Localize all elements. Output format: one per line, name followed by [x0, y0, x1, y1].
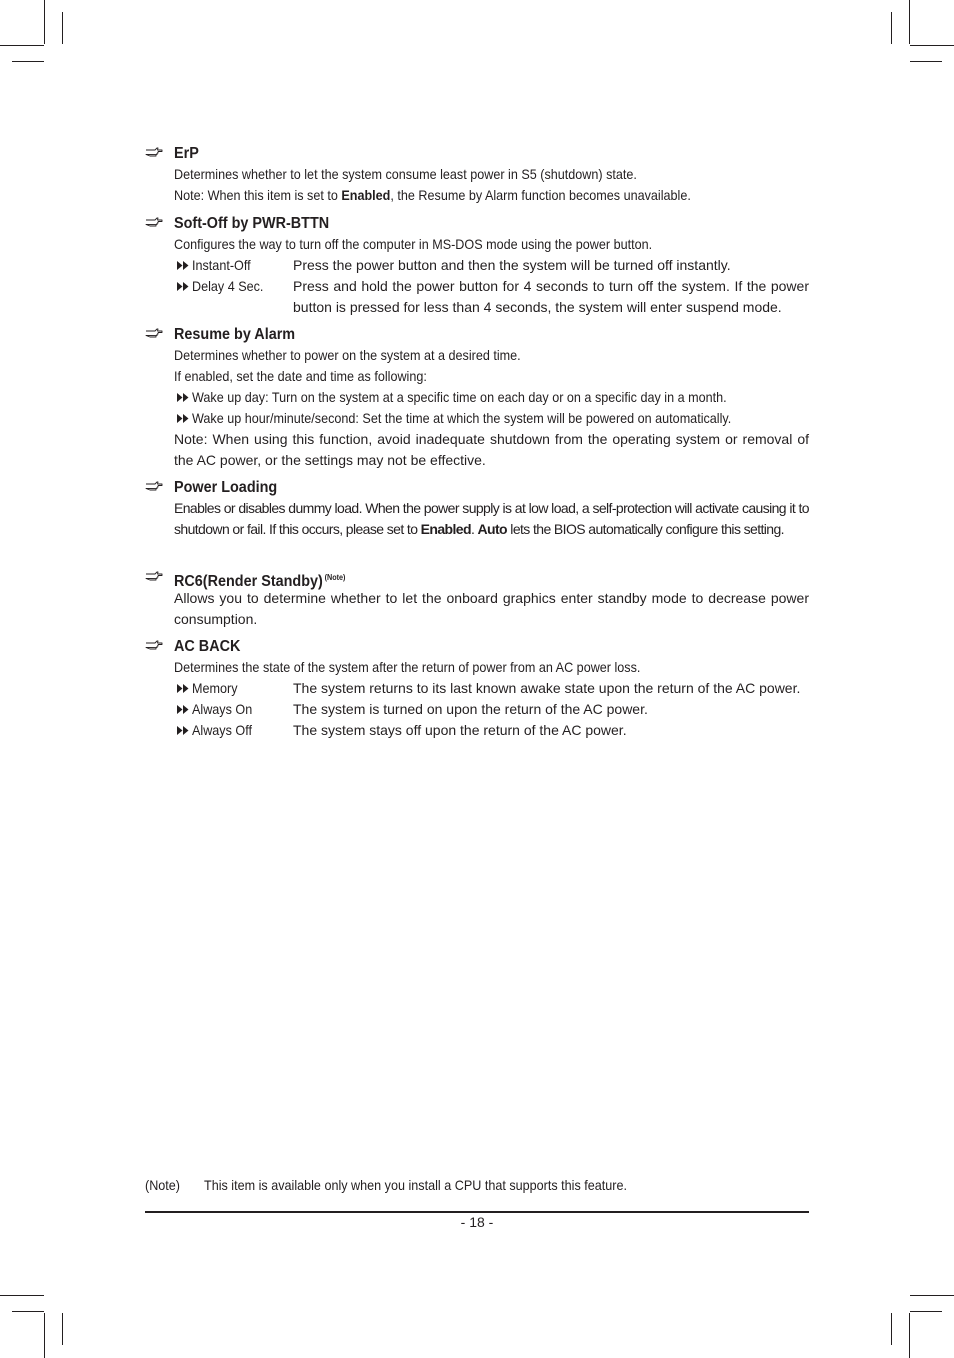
note-marker: (Note) [324, 573, 346, 582]
section-heading [145, 324, 809, 345]
crop-mark [44, 1313, 45, 1358]
pointing-hand-icon [145, 640, 163, 650]
bullet-item: Wake up hour/minute/second: Set the time at which the system will be powered on automatically. [174, 408, 809, 429]
crop-mark [910, 45, 954, 46]
section-heading [145, 636, 809, 657]
section-title: RC6(Render Standby) $^{(Note)}$ [174, 573, 346, 590]
section-text: Enables or disables dummy load. When the power supply is at low load, a self-protection will activate causing it to shutdown or fail. If this occurs, please set to Enabled. Auto lets the BIOS automatically configure this setting. [174, 500, 809, 537]
option-row [174, 720, 809, 741]
section-text: If enabled, set the date and time as following: [174, 368, 427, 384]
pointing-hand-icon [145, 481, 163, 491]
section-note: Note: When this item is set to Enabled, the Resume by Alarm function becomes unavailable. [174, 187, 691, 203]
option-row [174, 255, 809, 276]
section-title: Resume by Alarm [174, 326, 296, 343]
option-name: Memory [192, 680, 238, 696]
crop-mark [0, 45, 44, 46]
section-title: Soft-Off by PWR-BTTN [174, 215, 330, 232]
section-title: AC BACK [174, 638, 241, 655]
pointing-hand-icon [145, 571, 163, 581]
crop-mark [891, 1313, 892, 1345]
section-heading [145, 143, 809, 164]
section-text: Allows you to determine whether to let the onboard graphics enter standby mode to decrease power consumption. [174, 590, 809, 627]
crop-mark [910, 61, 942, 62]
crop-mark [910, 1311, 942, 1312]
option-name: Instant-Off [192, 257, 251, 273]
section-heading [145, 567, 809, 588]
option-description: The system is turned on upon the return of the AC power. [293, 701, 648, 717]
section-text: Determines whether to let the system consume least power in S5 (shutdown) state. [174, 166, 637, 182]
crop-mark [44, 0, 45, 44]
section-erp [145, 143, 809, 206]
double-arrow-right-icon [176, 683, 190, 694]
section-soft-off-by-pwr-bttn [145, 213, 809, 318]
bullet-item: Wake up day: Turn on the system at a specific time on each day or on a specific day in a month. [174, 387, 809, 408]
option-name: Delay 4 Sec. [192, 278, 264, 294]
double-arrow-right-icon [176, 260, 190, 271]
crop-mark [909, 1313, 910, 1358]
double-arrow-right-icon [176, 392, 190, 403]
section-ac-back [145, 636, 809, 741]
option-description: The system returns to its last known awake state upon the return of the AC power. [293, 680, 801, 696]
double-arrow-right-icon [176, 725, 190, 736]
crop-mark [909, 0, 910, 44]
double-arrow-right-icon [176, 281, 190, 292]
crop-mark [910, 1295, 954, 1296]
double-arrow-right-icon [176, 704, 190, 715]
section-resume-by-alarm [145, 324, 809, 471]
section-note: Note: When using this function, avoid inadequate shutdown from the operating system or removal of the AC power, or the settings may not be effective. [174, 431, 809, 468]
crop-mark [12, 1311, 44, 1312]
pointing-hand-icon [145, 147, 163, 157]
crop-mark [0, 1295, 44, 1296]
option-name: Always Off [192, 722, 252, 738]
option-row [174, 699, 809, 720]
option-description: Press the power button and then the system will be turned off instantly. [293, 257, 731, 273]
crop-mark [62, 12, 63, 44]
crop-mark [891, 12, 892, 44]
section-text: Determines whether to power on the system at a desired time. [174, 347, 521, 363]
section-rc6-render-standby [145, 567, 809, 630]
option-description: The system stays off upon the return of the AC power. [293, 722, 627, 738]
option-row [174, 678, 809, 699]
footnote-label: (Note) [145, 1177, 181, 1193]
section-text: Configures the way to turn off the computer in MS-DOS mode using the power button. [174, 236, 653, 252]
pointing-hand-icon [145, 217, 163, 227]
section-text: Determines the state of the system after the return of power from an AC power loss. [174, 659, 641, 675]
footnote-text: This item is available only when you install a CPU that supports this feature. [204, 1177, 628, 1193]
page-number: - 18 - [460, 1214, 494, 1230]
pointing-hand-icon [145, 328, 163, 338]
option-description: Press and hold the power button for 4 seconds to turn off the system. If the power button is pressed for less than 4 seconds, the system will enter suspend mode. [293, 278, 809, 315]
section-title: Power Loading [174, 479, 278, 496]
section-title: ErP [174, 145, 199, 162]
section-heading [145, 213, 809, 234]
option-row [174, 276, 809, 318]
option-name: Always On [192, 701, 253, 717]
crop-mark [12, 61, 44, 62]
section-heading [145, 477, 809, 498]
double-arrow-right-icon [176, 413, 190, 424]
section-power-loading [145, 477, 809, 540]
crop-mark [62, 1313, 63, 1345]
